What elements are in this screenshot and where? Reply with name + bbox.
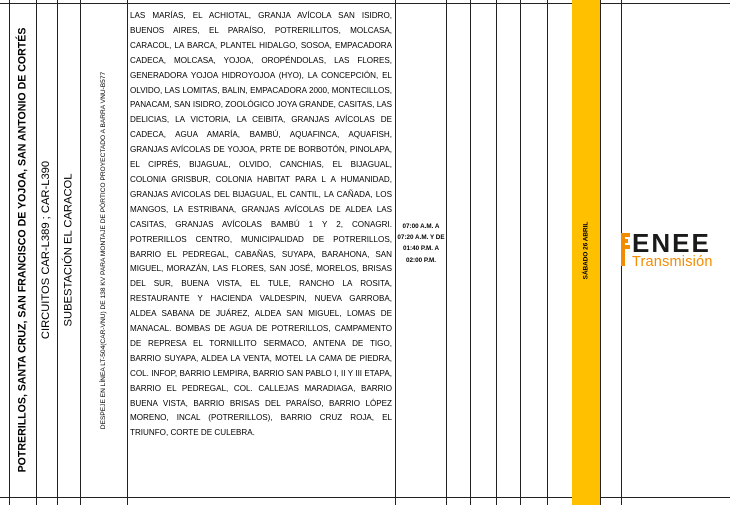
col-divider [470, 0, 471, 505]
col-divider [446, 0, 447, 505]
fecha-cell [572, 3, 600, 497]
col-divider [496, 0, 497, 505]
circuitos-text: CIRCUITOS CAR-L389 ; CAR-L390 [40, 160, 53, 340]
sectores-afectados: LAS MARÍAS, EL ACHIOTAL, GRANJA AVÍCOLA SAN ISIDRO, BUENOS AIRES, EL PARAÍSO, POTRERILLITOS, MOLCASA, CARACOL, LA BARCA, PLANTEL HIDALGO, SOSOA, EMPACADORA CADECA, MOLCASA, YOJOA, OROPÉNDOLAS, LAS FLORES, GENERADORA YOJOA HIDROYOJOA (HYO), LA CONCEPCIÓN, EL OLVIDO, LAS LOMITAS, BALIN, EMPACADORA 2000, MONTECILLOS, PANACAM, SAN ISIDRO, ZOOLÓGICO JOYA GRANDE, CASITAS, LAS DELICIAS, LA VICTORIA, LA CEIBITA, GRANJAS AVÍCOLAS DE CADECA, AGUA AMARÍA, BAMBÚ, AQUAFINCA, AQUAFISH, GRANJAS AVÍCOLAS DE YOJOA, PRTE DE BORBOTÓN, PINOLAPA, EL CIPRÉS, BIJAGUAL, OLVIDO, CANCHIAS, EL BIJAGUAL, COLONIA GRISBUR, COLONIA HABITAT PARA L A HUMANIDAD, GRANJAS AVICOLAS DEL BIJAGUAL, EL CANTIL, LA CAÑADA, LOS MANGOS, LA ESTRIBANA, GRANJAS AVÍCOLAS DE ALDEA LAS CASITAS, GRANJAS AVÍCOLAS BAMBÚ 1 Y 2, CONAGRI. POTRERILLOS CENTRO, MUNICIPALIDAD DE POTRERILLOS, BARRIO EL PEDREGAL, CABAÑAS, SUYAPA, BARAHONA, SAN MIGUEL, MORAZÁN, LAS FLORES, SAN JOSÉ, MORELOS, BRISAS DEL SUR, BUENA VISTA, EL TULE, RANCHO LA ROSITA, RESTAURANTE Y HACIENDA VALDESPIN, NUEVA GARROBA, ALDEA SABANA DE JUÁREZ, ALDEA SAN MIGUEL, LOMAS DE MANACAL. BOMBAS DE AGUA DE POTRERILLOS, CAMPAMENTO DE REPRESA EL TORNILLITO SERMACO, ANTENA DE TIGO, BARRIO SUYAPA, ALDEA LA VENTA, MOTEL LA CAMA DE PIEDRA, COL. INFOP, BARRIO LEMPIRA, BARRIO SAN PABLO I, II Y III ETAPA, BARRIO EL PEDREGAL, COL. CALLEJAS MARADIAGA, BARRIO BUENA VISTA, BARRIO BRISAS DEL PARAÍSO, BARRIO LÓPEZ MORENO, INCAL (POTRERILLOS), BARRIO CRUZ ROJA, EL TRIUNFO, CORTE DE CULEBRA. [130, 11, 392, 438]
col-divider [600, 0, 601, 505]
subestacion-text: SUBESTACIÓN EL CARACOL [62, 173, 75, 327]
descripcion-text: DESPEJE EN LÍNEA LT-504(CAR-VNU) DE 138 KV PARA MONTAJE DE PÓRTICO PROYECTADO A BARRA VNU-B577 [100, 71, 108, 429]
horario-text: 07:00 A.M. A 07:20 A.M. Y DE 01:40 P.M. A 02:00 P.M. [397, 223, 445, 264]
col-divider [520, 0, 521, 505]
circuitos-cell [36, 3, 57, 497]
zona-cell [9, 3, 36, 497]
logo-brand-text: ENEE [632, 228, 711, 258]
enee-transmision-logo [621, 228, 730, 273]
subestacion-cell [57, 3, 80, 497]
col-divider [127, 0, 128, 505]
col-divider [547, 0, 548, 505]
logo-subbrand-text: Transmisión [632, 254, 713, 270]
zona-text: POTRERILLOS, SANTA CRUZ, SAN FRANCISCO DE YOJOA, SAN ANTONIO DE CORTÉS [16, 27, 29, 473]
fecha-text: SÁBADO 26 ABRIL [582, 221, 590, 279]
enee-logo-mark-icon [621, 233, 631, 267]
descripcion-cell [80, 3, 127, 497]
